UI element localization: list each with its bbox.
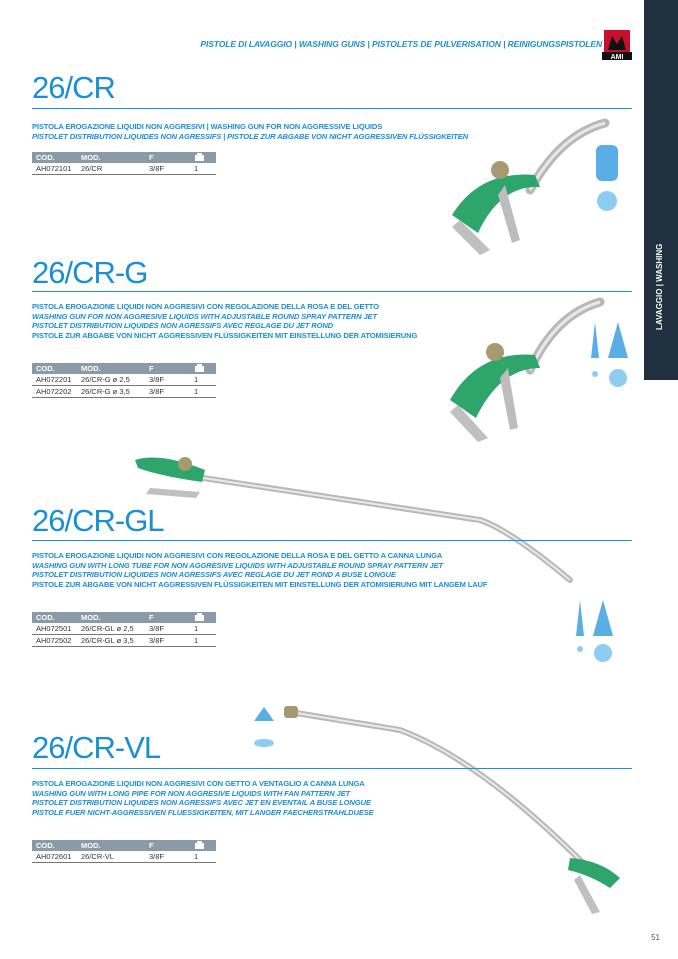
desc-line: PISTOLE ZUR ABGABE VON NICHT AGGRESSIVEN FLÜSSIGKEITEN MIT EINSTELLUNG DER ATOMISIERUNG MIT LANGEM LAUF [32, 579, 488, 589]
divider [32, 768, 632, 769]
desc-line: PISTOLE FUER NICHT-AGGRESSIVEN FLUESSIGKEITEN, MIT LANGER FAECHERSTRAHLDUESE [32, 807, 374, 817]
jet-icon [588, 320, 630, 390]
desc-line: PISTOLET DISTRIBUTION LIQUIDES NON AGRESSIFS | PISTOLE ZUR ABGABE VON NICHT AGGRESSIVEN FLÜSSIGKEITEN [32, 131, 469, 141]
desc-line: PISTOLA EROGAZIONE LIQUIDI NON AGGRESIVI | WASHING GUN FOR NON AGGRESSIVE LIQUIDS [32, 122, 383, 131]
desc-line: PISTOLA EROGAZIONE LIQUIDI NON AGGRESIVI CON REGOLAZIONE DELLA ROSA E DEL GETTO A CANNA LUNGA [32, 551, 443, 560]
product-title: 26/CR-GL [32, 503, 164, 538]
product-table [32, 152, 216, 175]
table-row: AH072502 26/CR-GL ø 3,5 3/8F 1 [32, 635, 216, 647]
product-title: 26/CR [32, 70, 115, 105]
sidebar-label: LAVAGGIO | WASHING [655, 243, 664, 330]
table-row: AH072201 26/CR-G ø 2,5 3/8F 1 [32, 374, 216, 386]
washing-gun-image [440, 290, 610, 450]
product-description [32, 551, 487, 589]
page-number: 51 [651, 933, 660, 942]
desc-line: PISTOLET DISTRIBUTION LIQUIDES NON AGRESSIFS AVEC REGLAGE DU JET ROND A BUSE LONGUE [32, 570, 396, 580]
table-row: AH072202 26/CR-G ø 3,5 3/8F 1 [32, 386, 216, 398]
product-description [32, 122, 468, 141]
product-title: 26/CR-VL [32, 730, 161, 765]
fan-jet-icon [252, 705, 276, 750]
divider [32, 108, 632, 109]
desc-line: PISTOLET DISTRIBUTION LIQUIDES NON AGRESSIFS AVEC REGLAGE DU JET ROND [32, 321, 334, 331]
desc-line: WASHING GUN WITH LONG PIPE FOR NON AGGRESIVE LIQUIDS WITH FAN PATTERN JET [32, 788, 350, 798]
jet-icon [573, 598, 615, 668]
desc-line: PISTOLE ZUR ABGABE VON NICHT AGGRESSIVEN FLÜSSIGKEITEN MIT EINSTELLUNG DER ATOMISIERUNG [32, 330, 418, 340]
table-row: AH072501 26/CR-GL ø 2,5 3/8F 1 [32, 623, 216, 635]
product-table [32, 612, 216, 647]
table-row: AH072101 26/CR 3/8F 1 [32, 163, 216, 175]
product-table [32, 363, 216, 398]
brand-logo [602, 30, 632, 60]
product-description [32, 302, 417, 340]
jet-icon [593, 143, 621, 213]
table-row: AH072601 26/CR-VL 3/8F 1 [32, 851, 216, 863]
product-title: 26/CR-G [32, 255, 148, 290]
desc-line: PISTOLET DISTRIBUTION LIQUIDES NON AGRESSIFS AVEC JET EN EVENTAIL A BUSE LONGUE [32, 798, 371, 808]
divider [32, 540, 632, 541]
desc-line: WASHING GUN WITH LONG TUBE FOR NON AGGRESIVE LIQUIDS WITH ADJUSTABLE ROUND SPRAY PATTERN JET [32, 560, 444, 570]
header-categories: PISTOLE DI LAVAGGIO | WASHING GUNS | PISTOLETS DE PULVERISATION | REINIGUNGSPISTOLEN [200, 39, 602, 49]
table-header: COD. MOD. F [32, 152, 216, 163]
table-header: COD. MOD. F [32, 363, 216, 374]
logo-text: AMI [610, 54, 624, 60]
table-header: COD. MOD. F [32, 840, 216, 851]
table-header: COD. MOD. F [32, 612, 216, 623]
desc-line: PISTOLA EROGAZIONE LIQUIDI NON AGGRESIVI CON GETTO A VENTAGLIO A CANNA LUNGA [32, 779, 365, 788]
washing-gun-image [440, 115, 610, 265]
desc-line: WASHING GUN FOR NON AGGRESIVE LIQUIDS WITH ADJUSTABLE ROUND SPRAY PATTERN JET [32, 311, 377, 321]
desc-line: PISTOLA EROGAZIONE LIQUIDI NON AGGRESIVI CON REGOLAZIONE DELLA ROSA E DEL GETTO [32, 302, 379, 311]
product-table [32, 840, 216, 863]
product-description [32, 779, 374, 817]
